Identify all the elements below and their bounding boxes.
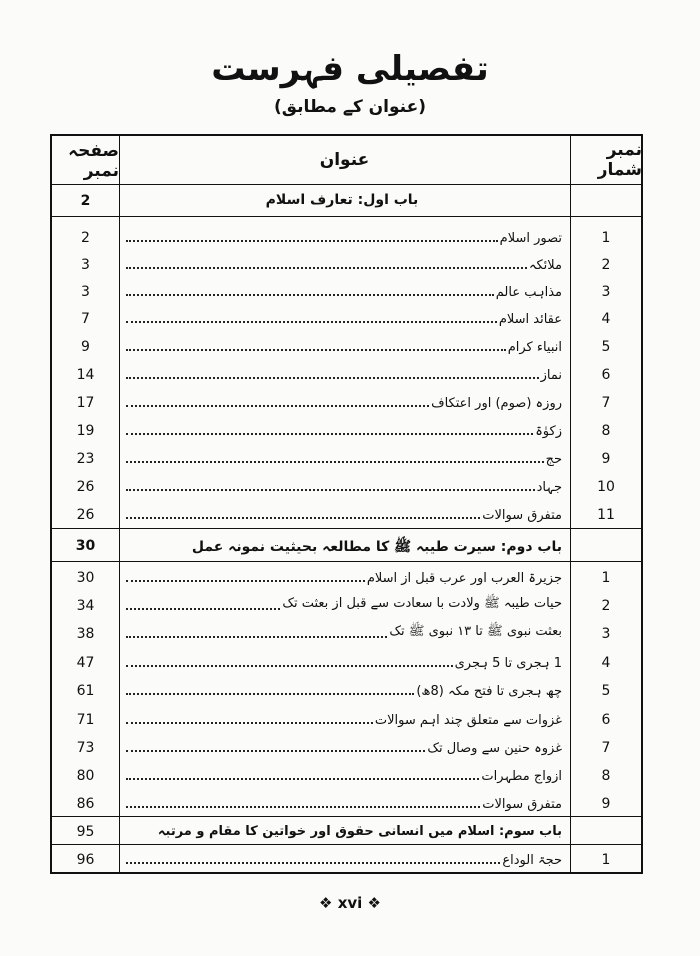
chapter-page: 30 xyxy=(75,538,96,554)
item-page: 23 xyxy=(76,451,95,467)
leader-dots xyxy=(126,294,494,296)
item-page: 34 xyxy=(76,598,95,614)
item-page: 26 xyxy=(76,507,95,523)
leader-dots xyxy=(126,722,373,724)
item-entry xyxy=(126,651,562,671)
item-entry xyxy=(126,226,562,246)
item-title: چھ ہجری تا فتح مکہ (8ھ) xyxy=(416,684,562,699)
leader-dots xyxy=(126,693,414,695)
item-number: 6 xyxy=(601,367,611,383)
item-title: حجۃ الوداع xyxy=(502,853,562,868)
item-page: 9 xyxy=(81,339,90,355)
header-topic-column: عنوان xyxy=(319,150,370,170)
item-entry xyxy=(126,335,562,355)
item-number: 4 xyxy=(601,655,611,671)
item-number: 7 xyxy=(601,395,611,411)
chapter-divider xyxy=(52,844,641,845)
item-page: 14 xyxy=(76,367,95,383)
leader-dots xyxy=(126,636,387,638)
item-title: متفرق سوالات xyxy=(482,797,562,812)
chapter-title: باب اول: تعارف اسلام xyxy=(265,192,419,208)
page-subtitle: (عنوان کے مطابق) xyxy=(274,97,426,117)
ornament-left-icon: ❖ xyxy=(319,894,333,912)
item-entry xyxy=(126,447,562,467)
chapter-title: باب سوم: اسلام میں انسانی حقوق اور خواتین کا مقام و مرتبہ xyxy=(157,824,562,839)
item-page: 86 xyxy=(76,796,95,812)
leader-dots xyxy=(126,517,480,519)
header-serial-column: نمبر شمار xyxy=(597,140,642,180)
item-title: عقائد اسلام xyxy=(498,312,562,327)
toc-table xyxy=(50,134,643,874)
ornament-right-icon: ❖ xyxy=(367,894,381,912)
item-page: 30 xyxy=(76,570,95,586)
item-entry xyxy=(126,307,562,327)
page-title: تفصیلی فہرست xyxy=(211,49,489,89)
item-number: 4 xyxy=(601,311,611,327)
item-title: متفرق سوالات xyxy=(482,508,562,523)
item-entry xyxy=(126,280,562,300)
item-number: 5 xyxy=(601,683,611,699)
item-entry xyxy=(126,391,562,411)
leader-dots xyxy=(126,321,497,323)
leader-dots xyxy=(126,240,498,242)
item-page: 2 xyxy=(81,230,90,246)
item-page: 47 xyxy=(76,655,95,671)
chapter-divider xyxy=(52,816,641,817)
item-page: 3 xyxy=(81,257,90,273)
page-number-footer xyxy=(0,894,700,912)
item-title: غزوہ حنین سے وصال تک xyxy=(427,741,562,756)
page-number: xvi xyxy=(337,894,363,912)
item-title: زکوٰۃ xyxy=(535,424,562,439)
header-page-column: صفحہ نمبر xyxy=(68,140,119,181)
item-number: 9 xyxy=(601,451,611,467)
item-entry xyxy=(126,566,562,586)
leader-dots xyxy=(126,377,539,379)
item-entry xyxy=(126,253,562,273)
chapter-title: باب دوم: سیرت طیبہ ﷺ کا مطالعہ بحیثیت نمونہ عمل xyxy=(191,539,562,555)
chapter-divider xyxy=(52,561,641,562)
item-number: 5 xyxy=(601,339,611,355)
item-title: تصور اسلام xyxy=(499,231,562,246)
item-page: 19 xyxy=(76,423,95,439)
item-entry xyxy=(126,708,562,728)
item-entry xyxy=(126,679,562,699)
leader-dots xyxy=(126,665,453,667)
leader-dots xyxy=(126,267,527,269)
chapter-divider xyxy=(52,528,641,529)
item-entry xyxy=(126,419,562,439)
item-title: 1 ہجری تا 5 ہجری xyxy=(454,656,562,671)
item-entry xyxy=(126,792,562,812)
item-entry xyxy=(126,622,562,642)
item-title: بعثت نبوی ﷺ تا ۱۳ نبوی ﷺ تک xyxy=(389,624,562,639)
item-number: 1 xyxy=(601,230,611,246)
chapter-page: 95 xyxy=(76,824,95,840)
item-number: 3 xyxy=(601,284,611,300)
leader-dots xyxy=(126,349,506,351)
item-entry xyxy=(126,848,562,868)
item-title: روزہ (صوم) اور اعتکاف xyxy=(431,396,562,411)
item-title: جزیرۃ العرب اور عرب قبل از اسلام xyxy=(366,571,562,586)
leader-dots xyxy=(126,750,425,752)
chapter-divider xyxy=(52,216,641,217)
item-entry xyxy=(126,503,562,523)
item-entry xyxy=(126,475,562,495)
item-title: انبیاء کرام xyxy=(507,340,562,355)
item-number: 9 xyxy=(601,796,611,812)
item-number: 11 xyxy=(597,507,615,523)
item-page: 80 xyxy=(76,768,95,784)
item-entry xyxy=(126,764,562,784)
leader-dots xyxy=(126,461,544,463)
header-divider xyxy=(52,184,641,185)
leader-dots xyxy=(126,489,535,491)
item-number: 8 xyxy=(601,423,611,439)
item-page: 17 xyxy=(76,395,95,411)
item-entry xyxy=(126,363,562,383)
item-entry xyxy=(126,736,562,756)
item-page: 71 xyxy=(76,712,95,728)
item-title: غزوات سے متعلق چند اہم سوالات xyxy=(374,713,562,728)
leader-dots xyxy=(126,580,365,582)
item-number: 7 xyxy=(601,740,611,756)
item-page: 73 xyxy=(76,740,95,756)
item-title: ملائکہ xyxy=(528,258,562,273)
item-page: 38 xyxy=(76,626,95,642)
item-page: 7 xyxy=(81,311,90,327)
column-divider-page xyxy=(119,136,120,872)
item-title: مذاہب عالم xyxy=(495,285,562,300)
item-page: 96 xyxy=(76,852,95,868)
item-number: 2 xyxy=(601,257,611,273)
item-title: نماز xyxy=(540,368,562,383)
item-entry xyxy=(126,594,562,614)
leader-dots xyxy=(126,433,533,435)
column-divider-serial xyxy=(570,136,571,872)
item-title: حیات طیبہ ﷺ ولادت با سعادت سے قبل از بعثت تک xyxy=(282,596,562,611)
leader-dots xyxy=(126,778,479,780)
item-title: ازواج مطہرات xyxy=(481,769,562,784)
item-page: 26 xyxy=(76,479,95,495)
leader-dots xyxy=(126,608,280,610)
item-number: 3 xyxy=(601,626,611,642)
item-number: 1 xyxy=(601,852,611,868)
item-number: 10 xyxy=(597,479,615,495)
item-title: جہاد xyxy=(536,480,562,495)
item-page: 3 xyxy=(81,284,90,300)
item-page: 61 xyxy=(76,683,95,699)
leader-dots xyxy=(126,862,500,864)
item-number: 2 xyxy=(601,598,611,614)
leader-dots xyxy=(126,806,480,808)
item-number: 8 xyxy=(601,768,611,784)
item-number: 6 xyxy=(601,712,611,728)
leader-dots xyxy=(126,405,429,407)
item-number: 1 xyxy=(601,570,611,586)
chapter-page: 2 xyxy=(80,193,91,209)
item-title: حج xyxy=(545,452,562,467)
